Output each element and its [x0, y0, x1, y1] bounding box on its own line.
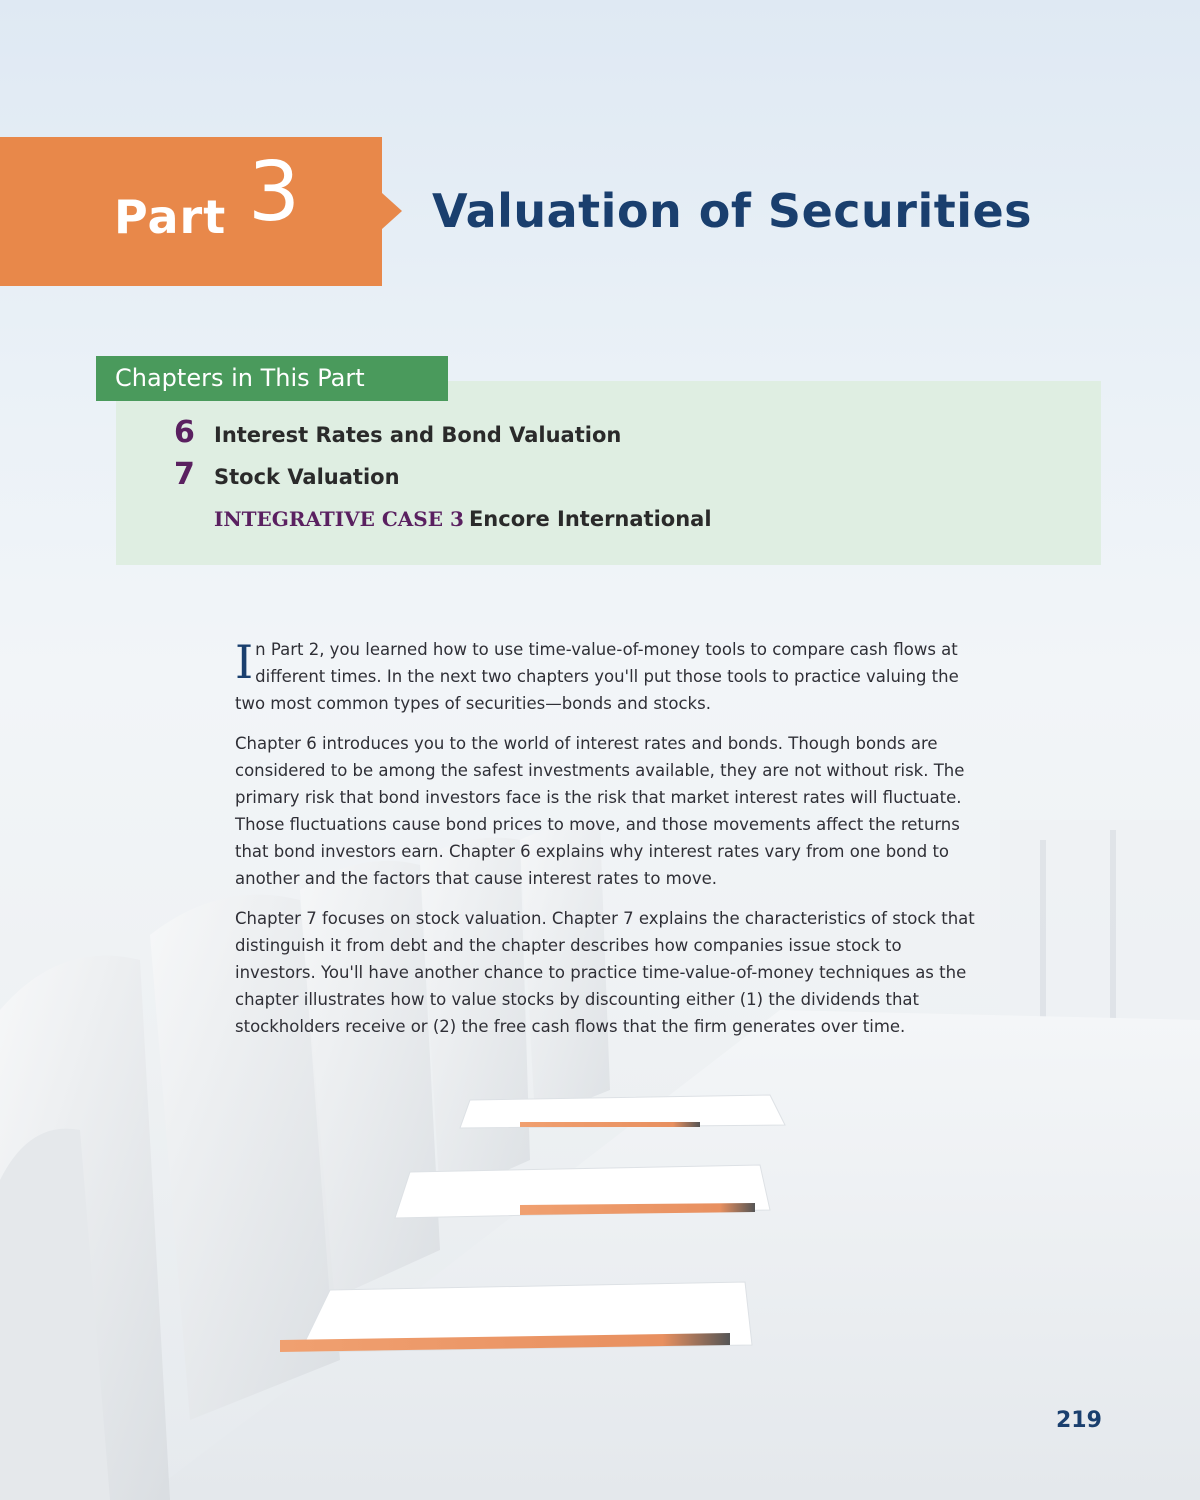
part-label: Part [114, 190, 227, 244]
chapter-item[interactable] [174, 457, 400, 492]
chapter-title: Interest Rates and Bond Valuation [214, 423, 622, 447]
drop-cap: I [235, 635, 254, 689]
integrative-case-title: Encore International [468, 507, 712, 531]
chapter-title: Stock Valuation [214, 465, 400, 489]
chapter-number: 6 [174, 415, 195, 450]
chapter-number: 7 [174, 457, 195, 492]
intro-paragraph [235, 636, 985, 717]
chapters-header: Chapters in This Part [115, 364, 365, 392]
part-number: 3 [248, 145, 301, 240]
chapter-item[interactable] [174, 415, 621, 450]
intro-text [235, 636, 985, 1053]
page-number: 219 [1056, 1408, 1102, 1433]
chapter-6-paragraph: Chapter 6 introduces you to the world of interest rates and bonds. Though bonds are considered to be among the safest investments available, they are not without risk. The primary risk that bond investors face is the risk that market interest rates will fluctuate. Those fluctuations cause bond prices to move, and those movements affect the returns that bond investors earn. Chapter 6 explains why interest rates vary from one bond to another and the factors that cause interest rates to move. [235, 734, 965, 888]
chapters-tab [96, 356, 448, 401]
chapter-7-paragraph: Chapter 7 focuses on stock valuation. Chapter 7 explains the characteristics of stock that distinguish it from debt and the chapter describes how companies issue stock to investors. You'll have another chance to practice time-value-of-money techniques as the chapter illustrates how to value stocks by discounting either (1) the dividends that stockholders receive or (2) the free cash flows that the firm generates over time. [235, 909, 975, 1036]
intro-paragraph-text: n Part 2, you learned how to use time-value-of-money tools to compare cash flows at different times. In the next two chapters you'll put those tools to practice valuing the two most common types of securities—bonds and stocks. [235, 640, 959, 713]
integrative-case-label: INTEGRATIVE CASE 3 [214, 507, 464, 531]
integrative-case-item[interactable] [214, 507, 712, 531]
page-title: Valuation of Securities [432, 184, 1033, 238]
